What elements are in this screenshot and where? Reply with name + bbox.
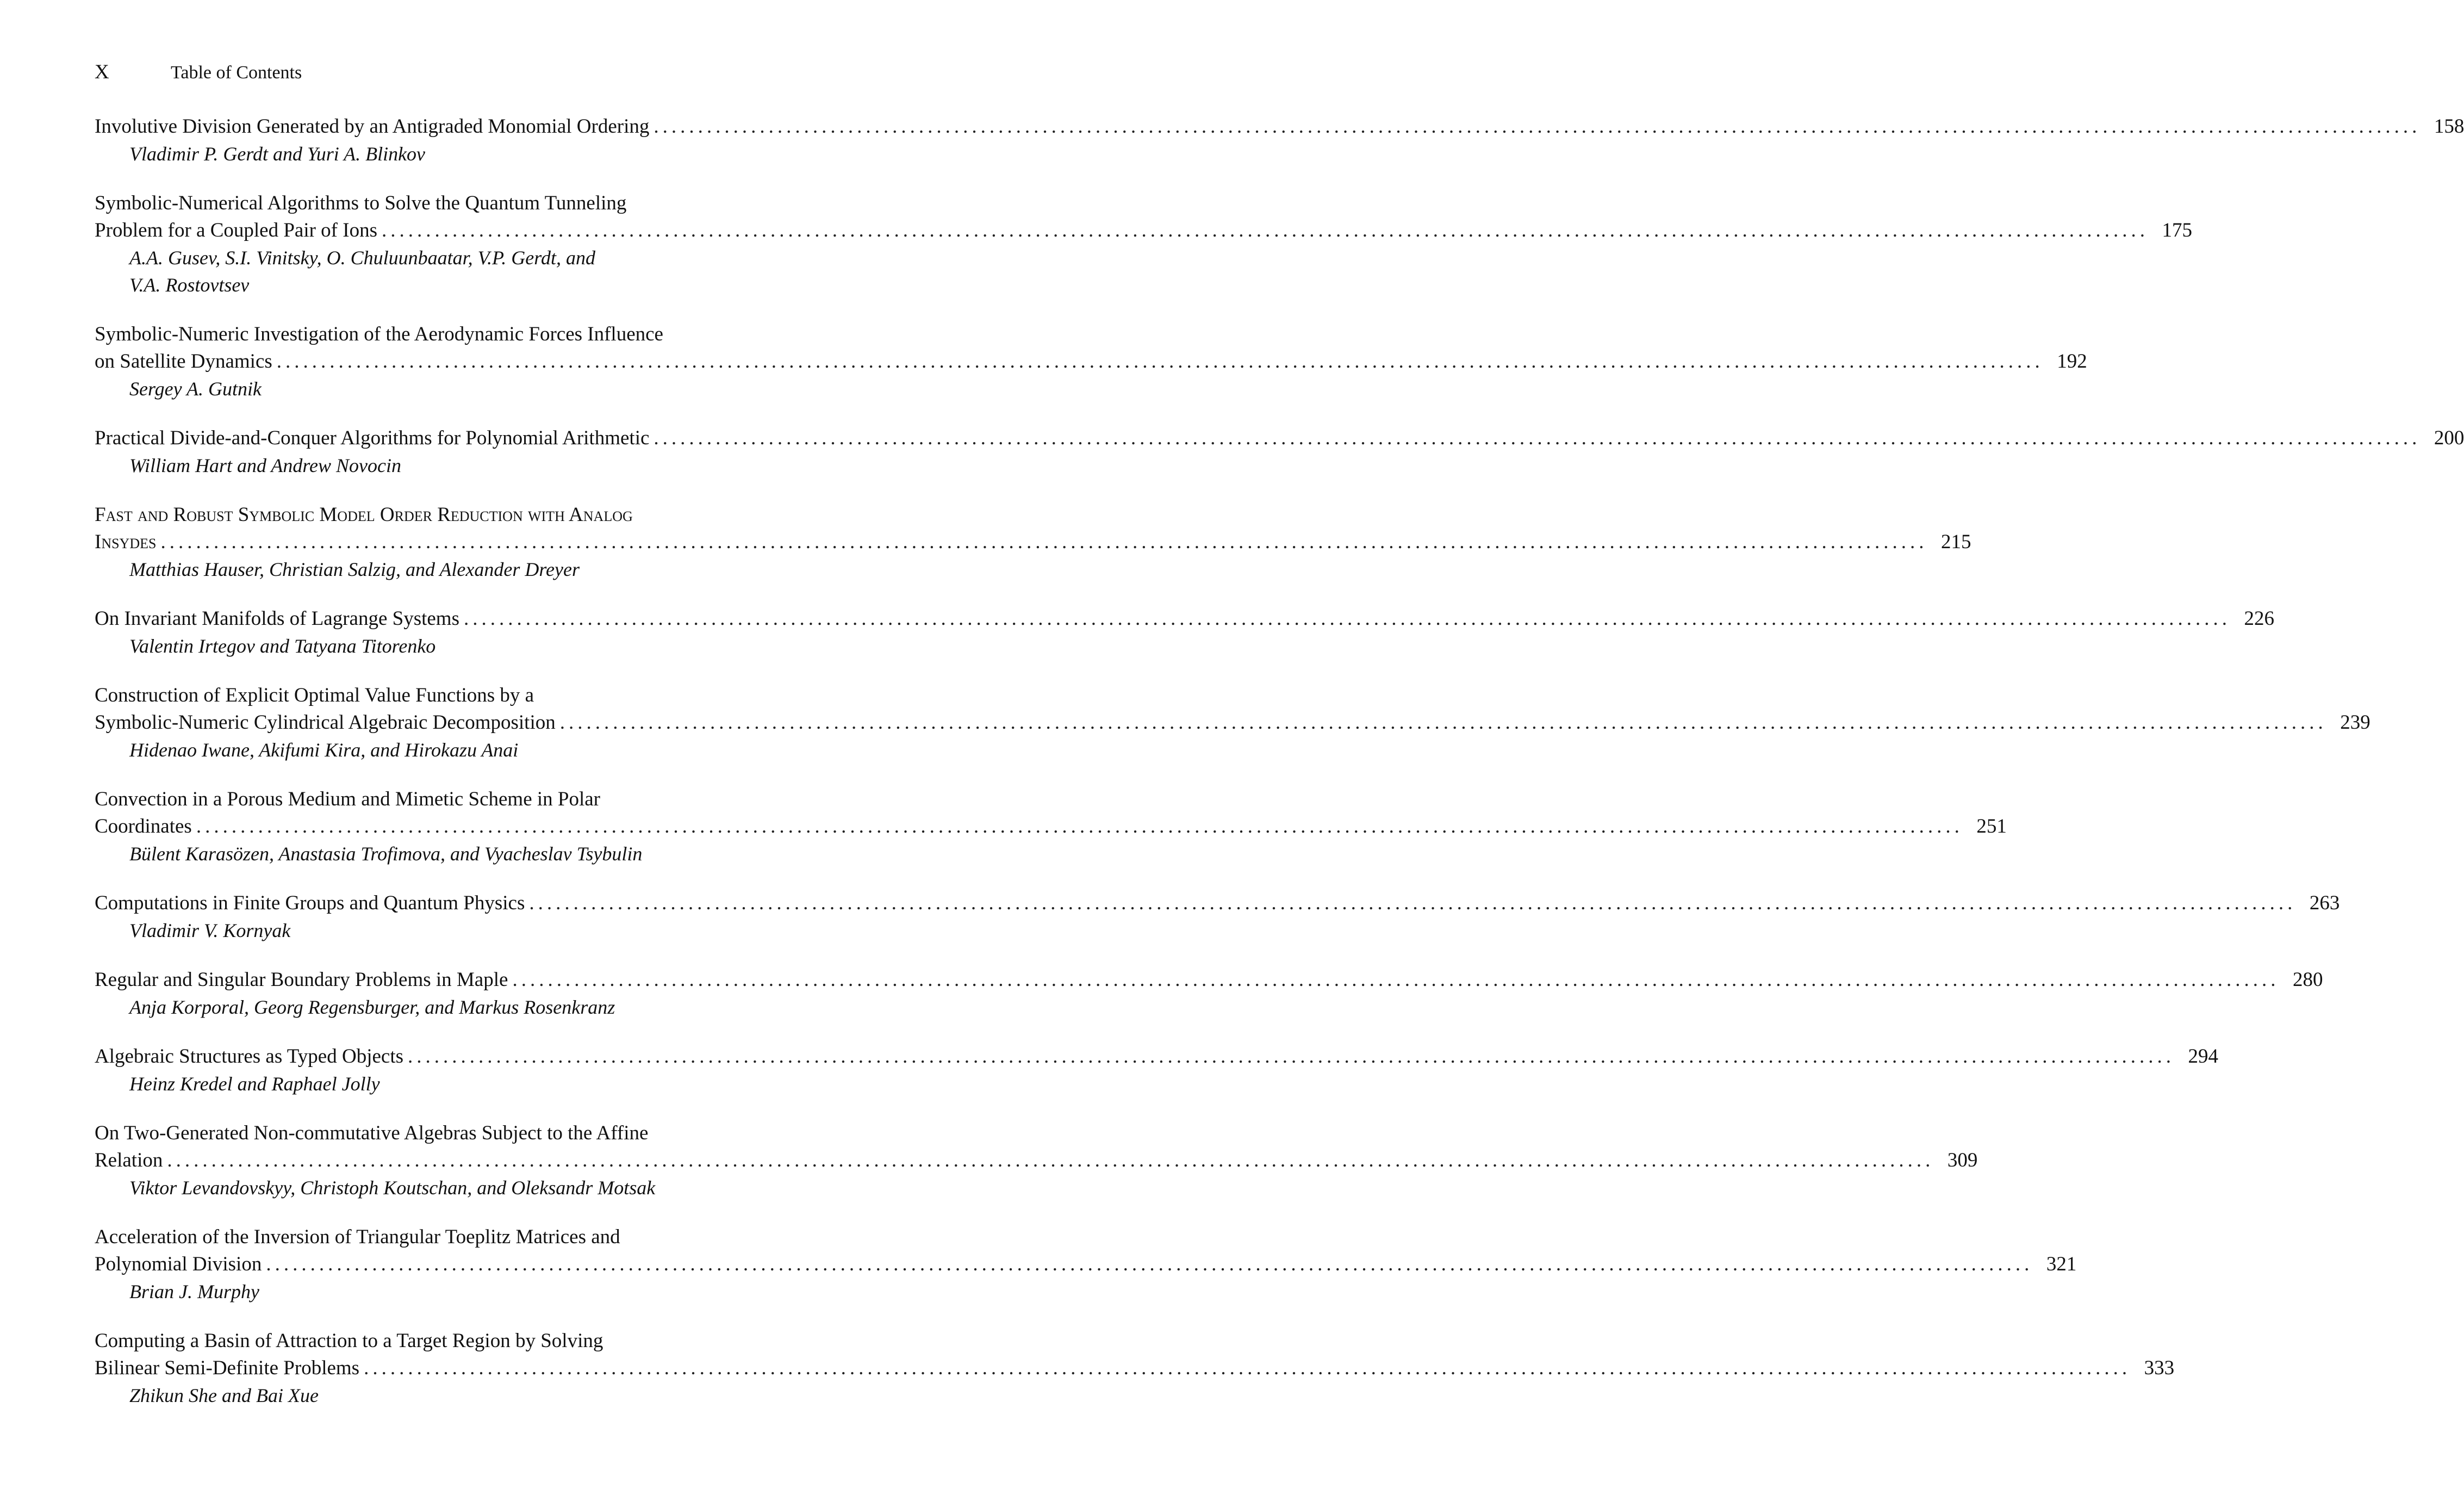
entry-title-text: Computing a Basin of Attraction to a Target Region by Solving xyxy=(95,1330,603,1352)
entry-title-line xyxy=(95,966,2323,994)
entry-page-number: 192 xyxy=(2057,350,2087,373)
entry-page-number: 251 xyxy=(1976,815,2007,838)
entry-title-line xyxy=(95,529,1971,556)
entry-title-line xyxy=(95,709,2370,736)
dot-leader: ........................................................................................................................................................................................................ xyxy=(529,892,2297,914)
entry-authors: Anja Korporal, Georg Regensburger, and Markus Rosenkranz xyxy=(129,996,615,1018)
entry-authors: Matthias Hauser, Christian Salzig, and Alexander Dreyer xyxy=(129,559,580,580)
dot-leader: ........................................................................................................................................................................................................ xyxy=(160,531,1928,553)
entry-title-line xyxy=(95,501,883,529)
toc-entry xyxy=(95,190,2192,299)
entry-title-line xyxy=(95,1147,1978,1174)
dot-leader: ........................................................................................................................................................................................................ xyxy=(381,219,2149,241)
dot-leader: ........................................................................................................................................................................................................ xyxy=(654,427,2421,449)
toc-entry xyxy=(95,682,2370,764)
toc-entry xyxy=(95,786,2007,867)
entry-title-line xyxy=(95,786,883,813)
running-title: Table of Contents xyxy=(171,63,302,83)
entry-authors: Zhikun She and Bai Xue xyxy=(129,1385,319,1406)
dot-leader: ........................................................................................................................................................................................................ xyxy=(408,1045,2175,1068)
toc-entry xyxy=(95,1224,2077,1305)
entry-title-text: On Invariant Manifolds of Lagrange Systems xyxy=(95,607,459,630)
entry-title-text: Convection in a Porous Medium and Mimetic Scheme in Polar xyxy=(95,788,601,810)
entry-authors: Viktor Levandovskyy, Christoph Koutschan, and Oleksandr Motsak xyxy=(129,1177,656,1199)
entry-title-line xyxy=(95,890,2340,917)
toc-entry xyxy=(95,890,2340,944)
entry-page-number: 200 xyxy=(2434,427,2464,449)
entry-title-text: Coordinates xyxy=(95,815,192,838)
entry-authors: Vladimir P. Gerdt and Yuri A. Blinkov xyxy=(129,143,426,165)
entry-page-number: 280 xyxy=(2292,969,2323,991)
dot-leader: ........................................................................................................................................................................................................ xyxy=(167,1149,1934,1171)
dot-leader: ........................................................................................................................................................................................................ xyxy=(654,115,2421,138)
entry-title-text: Symbolic-Numeric Investigation of the Aerodynamic Forces Influence xyxy=(95,323,663,345)
entry-title-text: Relation xyxy=(95,1149,163,1171)
toc-entry xyxy=(95,321,2087,402)
entry-title-line xyxy=(95,1251,2077,1278)
dot-leader: ........................................................................................................................................................................................................ xyxy=(464,607,2231,630)
entry-authors: Bülent Karasözen, Anastasia Trofimova, and Vyacheslav Tsybulin xyxy=(129,843,643,865)
dot-leader: ........................................................................................................................................................................................................ xyxy=(266,1253,2033,1275)
entry-authors: William Hart and Andrew Novocin xyxy=(129,455,401,476)
entry-page-number: 333 xyxy=(2144,1357,2175,1379)
entry-title-text: on Satellite Dynamics xyxy=(95,350,272,373)
entry-authors: Hidenao Iwane, Akifumi Kira, and Hirokazu Anai xyxy=(129,739,519,761)
entry-title-text: Problem for a Coupled Pair of Ions xyxy=(95,219,377,241)
entry-title-text: Construction of Explicit Optimal Value Functions by a xyxy=(95,684,534,706)
entry-title-text: Symbolic-Numerical Algorithms to Solve the Quantum Tunneling xyxy=(95,192,627,214)
entry-page-number: 309 xyxy=(1947,1149,1978,1171)
toc-entry xyxy=(95,1043,2219,1097)
entry-title-line xyxy=(95,1043,2219,1070)
entry-title-text: Algebraic Structures as Typed Objects xyxy=(95,1045,404,1068)
entry-title-line xyxy=(95,605,2274,632)
entry-page-number: 321 xyxy=(2046,1253,2077,1275)
entry-title-text: Regular and Singular Boundary Problems in Maple xyxy=(95,969,508,991)
entry-authors: V.A. Rostovtsev xyxy=(129,274,250,296)
toc-entry xyxy=(95,425,2464,479)
page-number-roman: X xyxy=(95,61,109,83)
entry-authors: Brian J. Murphy xyxy=(129,1281,259,1302)
toc-entry xyxy=(95,501,1971,583)
entry-title-line xyxy=(95,425,2464,452)
entry-title-text: On Two-Generated Non-commutative Algebras Subject to the Affine xyxy=(95,1122,649,1144)
toc-entry xyxy=(95,113,2464,168)
entry-title-line xyxy=(95,682,883,709)
dot-leader: ........................................................................................................................................................................................................ xyxy=(196,815,1963,838)
entry-title-text: Insydes xyxy=(95,531,157,553)
dot-leader: ........................................................................................................................................................................................................ xyxy=(512,969,2280,991)
dot-leader: ........................................................................................................................................................................................................ xyxy=(364,1357,2131,1379)
entry-title-text: Involutive Division Generated by an Antigraded Monomial Ordering xyxy=(95,115,650,138)
running-header xyxy=(95,59,302,86)
entry-title-line xyxy=(95,1120,883,1147)
entry-page-number: 226 xyxy=(2244,607,2274,630)
entry-title-text: Bilinear Semi-Definite Problems xyxy=(95,1357,360,1379)
entry-title-line xyxy=(95,321,883,348)
entry-page-number: 158 xyxy=(2434,115,2464,138)
toc-entry xyxy=(95,1120,1978,1201)
entry-authors: Vladimir V. Kornyak xyxy=(129,920,291,941)
entry-page-number: 215 xyxy=(1940,531,1971,553)
entry-title-line xyxy=(95,1355,2175,1382)
table-of-contents xyxy=(95,113,2464,1431)
entry-authors: Sergey A. Gutnik xyxy=(129,378,262,400)
entry-page-number: 294 xyxy=(2188,1045,2219,1068)
entry-title-text: Acceleration of the Inversion of Triangular Toeplitz Matrices and xyxy=(95,1226,620,1248)
toc-entry xyxy=(95,605,2274,660)
entry-title-line xyxy=(95,217,2192,244)
entry-title-text: Polynomial Division xyxy=(95,1253,262,1275)
toc-entry xyxy=(95,966,2323,1021)
entry-title-line xyxy=(95,348,2087,375)
entry-title-line xyxy=(95,1327,883,1355)
entry-title-text: Fast and Robust Symbolic Model Order Reduction with Analog xyxy=(95,504,633,526)
entry-title-line xyxy=(95,813,2007,840)
entry-page-number: 263 xyxy=(2309,892,2340,914)
toc-entry xyxy=(95,1327,2175,1409)
entry-title-line xyxy=(95,190,883,217)
entry-authors: A.A. Gusev, S.I. Vinitsky, O. Chuluunbaatar, V.P. Gerdt, and xyxy=(129,247,595,269)
entry-page-number: 175 xyxy=(2162,219,2192,241)
dot-leader: ........................................................................................................................................................................................................ xyxy=(559,711,2327,734)
entry-title-text: Symbolic-Numeric Cylindrical Algebraic Decomposition xyxy=(95,711,556,734)
entry-title-line xyxy=(95,113,2464,140)
entry-authors: Valentin Irtegov and Tatyana Titorenko xyxy=(129,635,436,657)
entry-title-text: Practical Divide-and-Conquer Algorithms for Polynomial Arithmetic xyxy=(95,427,650,449)
entry-title-line xyxy=(95,1224,883,1251)
entry-authors: Heinz Kredel and Raphael Jolly xyxy=(129,1073,380,1095)
entry-page-number: 239 xyxy=(2340,711,2370,734)
entry-title-text: Computations in Finite Groups and Quantum Physics xyxy=(95,892,525,914)
dot-leader: ........................................................................................................................................................................................................ xyxy=(276,350,2044,373)
